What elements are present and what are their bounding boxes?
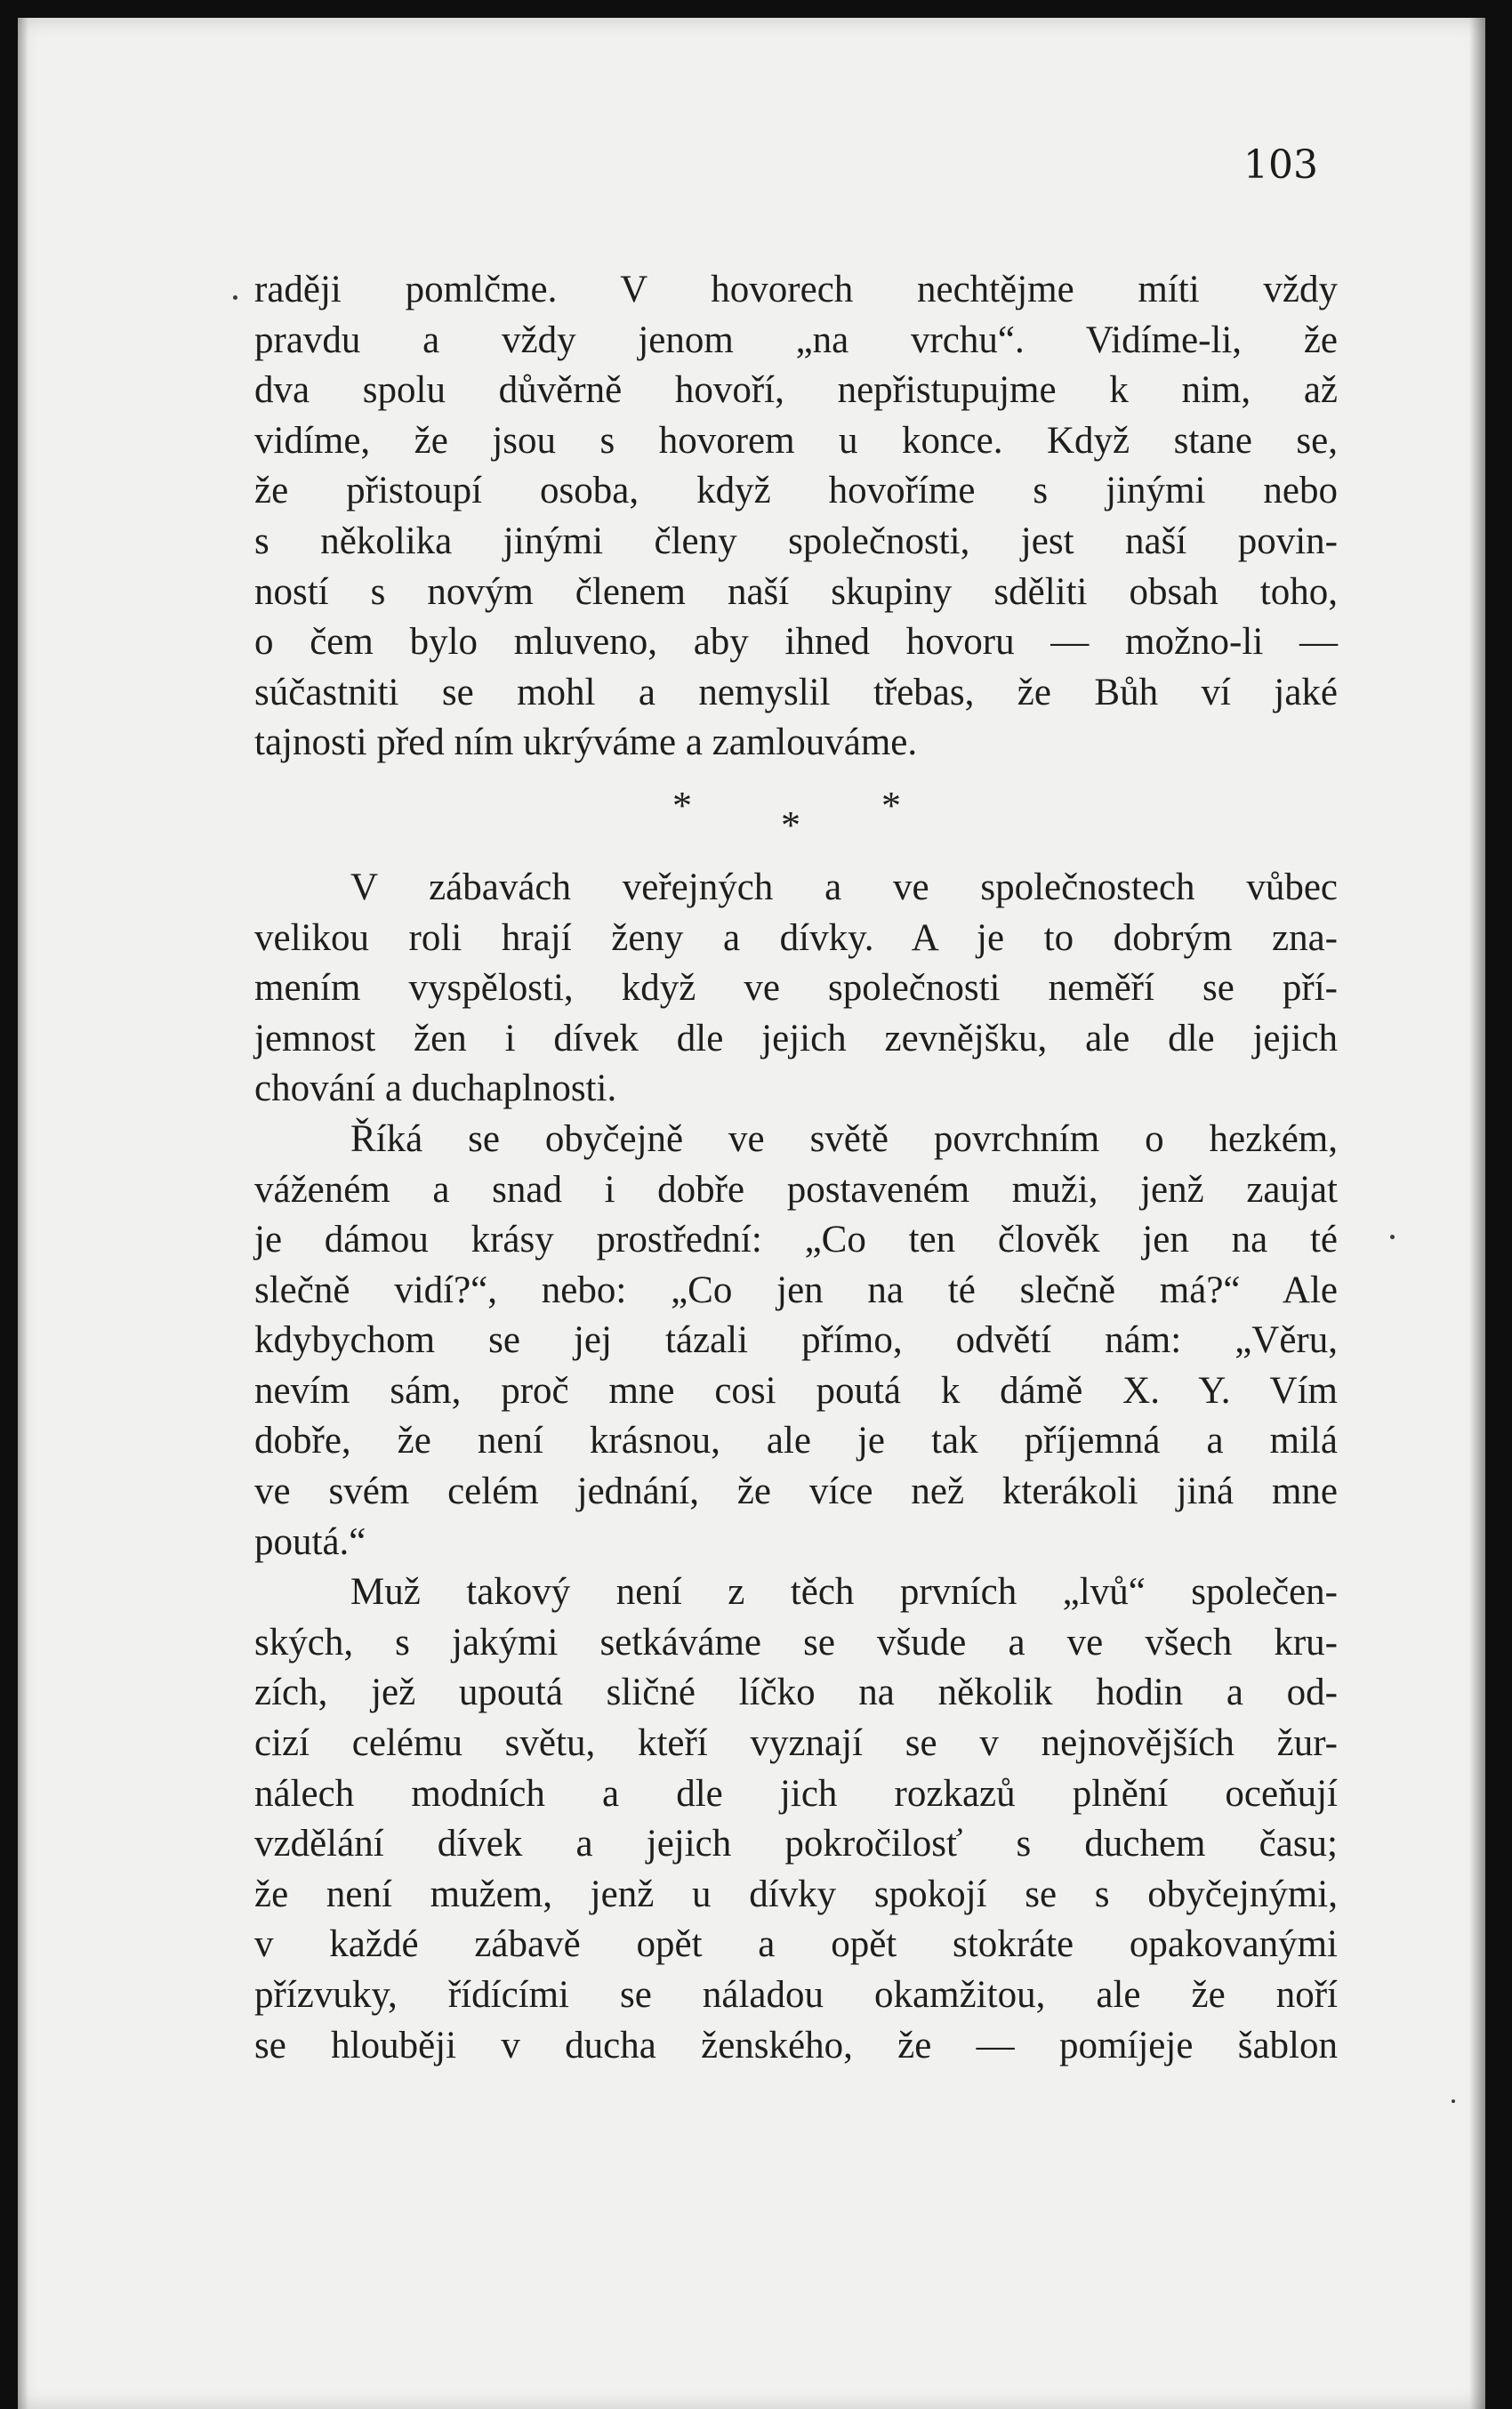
paragraph-4: [254, 1567, 1338, 2071]
text-line: poutá.“: [254, 1520, 366, 1563]
book-page: [18, 18, 1485, 2409]
text-line: kdybychom se jej tázali přímo, odvětí nám: „Věru,: [254, 1319, 1338, 1362]
text-line: ností s novým členem naší skupiny sděliti obsah toho,: [254, 570, 1338, 613]
text-line: v každé zábavě opět a opět stokráte opakovanými: [254, 1923, 1338, 1966]
text-line: přízvuky, řídícími se náladou okamžitou, ale že noří: [254, 1974, 1338, 2016]
text-line: Muž takový není z těch prvních „lvů“ společen-: [350, 1571, 1338, 1614]
section-separator: [254, 769, 1338, 863]
text-line: vidíme, že jsou s hovorem u konce. Když stane se,: [254, 419, 1338, 462]
text-line: s několika jinými členy společnosti, jest naší povin-: [254, 520, 1338, 562]
text-line: dobře, že není krásnou, ale je tak příjemná a milá: [254, 1420, 1338, 1462]
text-line: cizí celému světu, kteří vyznají se v nejnovějších žur-: [254, 1722, 1338, 1765]
text-line: ve svém celém jednání, že více než kterákoli jiná mne: [254, 1470, 1338, 1513]
text-line: zích, jež upoutá sličné líčko na několik hodin a od-: [254, 1672, 1338, 1714]
paragraph-2: [254, 863, 1338, 1115]
text-line: je dámou krásy prostřední: „Co ten člověk jen na té: [254, 1219, 1338, 1261]
paragraph-1: [254, 265, 1338, 769]
text-line: mením vyspělosti, když ve společnosti neměří se pří-: [254, 967, 1338, 1010]
text-line: tajnosti před ním ukrýváme a zamlouváme.: [254, 721, 918, 764]
page-left-shadow: [18, 18, 28, 2409]
text-line: chování a duchaplnosti.: [254, 1068, 617, 1110]
separator-asterisk: *: [672, 783, 692, 827]
separator-asterisk: *: [881, 783, 901, 827]
text-line: vzdělání dívek a jejich pokročilosť s duchem času;: [254, 1823, 1338, 1865]
text-line: velikou roli hrají ženy a dívky. A je to dobrým zna-: [254, 916, 1338, 959]
text-line: dva spolu důvěrně hovoří, nepřistupujme k nim, až: [254, 369, 1338, 412]
text-line: váženém a snad i dobře postaveném muži, jenž zaujat: [254, 1168, 1338, 1211]
page-right-shadow: [1469, 18, 1485, 2409]
text-line: že není mužem, jenž u dívky spokojí se s obyčejnými,: [254, 1873, 1338, 1915]
paragraph-3: [254, 1115, 1338, 1567]
text-line: ských, s jakými setkáváme se všude a ve všech kru-: [254, 1621, 1338, 1664]
text-line: pravdu a vždy jenom „na vrchu“. Vidíme-li, že: [254, 318, 1338, 361]
text-line: nálech modních a dle jich rozkazů plnění oceňují: [254, 1772, 1338, 1815]
text-line: že přistoupí osoba, když hovoříme s jinými nebo: [254, 470, 1338, 512]
separator-asterisk: *: [781, 802, 800, 847]
paper-speck: [1390, 1235, 1395, 1239]
text-line: slečně vidí?“, nebo: „Co jen na té slečně má?“ Ale: [254, 1269, 1338, 1311]
body-text: [254, 265, 1338, 2071]
text-line: o čem bylo mluveno, aby ihned hovoru — možno-li —: [254, 621, 1338, 664]
paper-speck: [233, 295, 237, 300]
text-line: Říká se obyčejně ve světě povrchním o hezkém,: [350, 1117, 1338, 1160]
text-line: V zábavách veřejných a ve společnostech vůbec: [350, 866, 1338, 908]
paper-speck: [1452, 2099, 1455, 2103]
text-line: jemnost žen i dívek dle jejich zevnějšku, ale dle jejich: [254, 1017, 1338, 1059]
text-line: se hlouběji v ducha ženského, že — pomíjeje šablon: [254, 2024, 1338, 2067]
text-line: súčastniti se mohl a nemyslil třebas, že Bůh ví jaké: [254, 671, 1338, 713]
page-number: 103: [1243, 142, 1318, 188]
text-line: raději pomlčme. V hovorech nechtějme míti vždy: [254, 269, 1338, 310]
text-line: nevím sám, proč mne cosi poutá k dámě X. Y. Vím: [254, 1369, 1338, 1412]
